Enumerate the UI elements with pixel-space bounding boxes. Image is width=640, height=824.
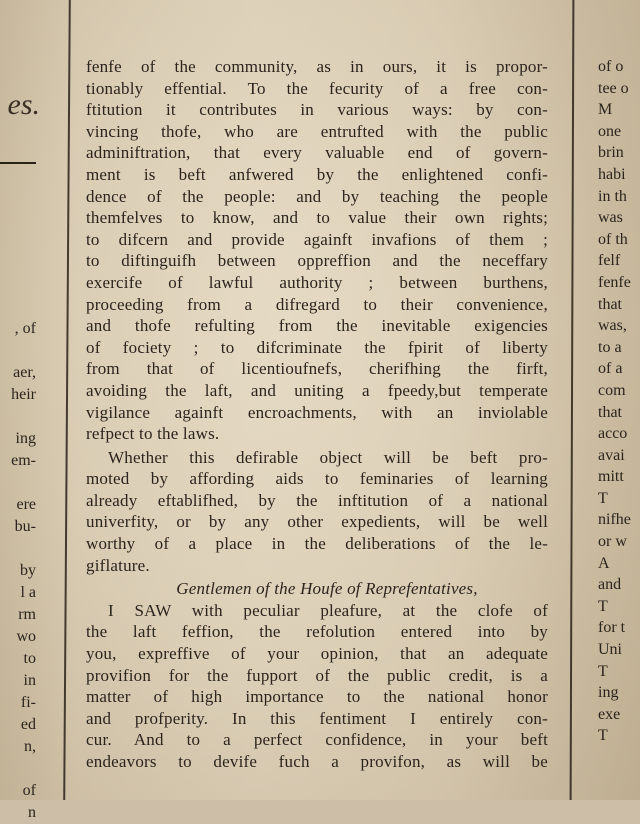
body-line: proceeding from a difregard to their convenience, (86, 294, 548, 314)
left-fragment-line (0, 208, 40, 230)
left-fragment-line: bu- (14, 518, 36, 535)
body-line: dence of the people: and by teaching the people (86, 186, 548, 206)
right-fragment-lines (598, 56, 640, 747)
body-line: vigilance againft encroachments, with an inviolable (86, 402, 548, 422)
right-fragment-line: or w (598, 533, 627, 551)
left-fragment-line: wo (16, 628, 36, 645)
body-line: from that of licentioufnefs, cherifhing the firft, (86, 359, 548, 379)
right-fragment-line: one (598, 122, 622, 140)
body-line: and thofe refulting from the inevitable exigencies (86, 316, 548, 336)
left-fragment-line (0, 274, 40, 296)
paragraph-university (86, 447, 548, 577)
body-line: refpect to the laws. (86, 424, 220, 444)
left-fragment-line: l a (20, 584, 36, 601)
right-fragment-line: brin (598, 144, 624, 162)
right-fragment-line: to a (598, 338, 622, 356)
body-line: avoiding the laft, and uniting a fpeedy,but temperate (86, 380, 548, 400)
body-line: and profperity. In this fentiment I entirely con- (86, 708, 548, 728)
right-fragment-line: avai (598, 446, 625, 464)
section-heading: Gentlemen of the Houfe of Reprefentatives, (176, 579, 478, 599)
left-fragment-line (0, 164, 40, 186)
right-fragment-line: com (598, 381, 626, 399)
right-fragment-line: Uni (598, 641, 622, 659)
right-fragment-line: mitt (598, 468, 624, 486)
body-line: the laft feffion, the refolution entered into by (86, 622, 548, 642)
body-line: to diftinguifh between oppreffion and the neceffary (86, 251, 548, 271)
left-fragment-line: n, (24, 738, 36, 755)
left-fragment-line (0, 340, 40, 362)
paragraph-education (86, 56, 548, 445)
right-fragment-line: fenfe (598, 273, 631, 291)
right-fragment-line: in th (598, 187, 627, 205)
right-fragment-line: exe (598, 705, 621, 723)
column-rule-left (63, 0, 71, 800)
right-fragment-line: T (598, 727, 608, 745)
body-line: cur. And to a perfect confidence, in your beft (86, 730, 548, 750)
left-fragment-line: by (20, 562, 36, 579)
right-fragment-line: and (598, 576, 622, 594)
left-fragment-line (0, 538, 40, 560)
right-fragment-line: habi (598, 165, 626, 183)
left-fragment-line (0, 758, 40, 780)
body-line: moted by affording aids to feminaries of learning (86, 469, 548, 489)
body-line: you, expreffive of your opinion, that an adequate (86, 644, 548, 664)
right-fragment-line: of th (598, 230, 628, 248)
left-fragment-title: es. (7, 88, 40, 121)
right-fragment-line: nifhe (598, 511, 631, 529)
body-line: Whether this defirable object will be beft pro- (108, 447, 548, 467)
left-fragment-line: heir (11, 386, 36, 403)
body-line: univerfity, or by any other expedients, will be well (86, 512, 548, 532)
right-fragment-line: that (598, 403, 622, 421)
right-fragment-line: T (598, 662, 608, 680)
left-fragment-line: fi- (20, 694, 36, 711)
body-line: I SAW with peculiar pleafure, at the clofe of (108, 600, 548, 620)
body-line: already eftablifhed, by the inftitution of a national (86, 490, 548, 510)
left-fragment-line: em- (11, 452, 36, 469)
right-column-fragment (598, 56, 640, 800)
right-fragment-line: M (598, 101, 613, 119)
body-line: of fociety ; to difcriminate the fpirit of liberty (86, 337, 548, 357)
left-fragment-line (0, 186, 40, 208)
right-fragment-line: that (598, 295, 622, 313)
left-fragment-line: , of (14, 320, 36, 337)
body-line: to difcern and provide againft invafions of them ; (86, 229, 548, 249)
left-fragment-line: ere (16, 496, 36, 513)
right-fragment-line: T (598, 597, 608, 615)
body-line: adminiftration, that every valuable end of govern- (86, 143, 548, 163)
left-fragment-line (0, 230, 40, 252)
left-fragment-line: ed (20, 716, 36, 733)
body-line: endeavors to devife fuch a provifon, as will be (86, 752, 548, 771)
left-fragment-line: ing (15, 430, 36, 447)
body-line: worthy of a place in the deliberations of the le- (86, 534, 548, 554)
left-fragment-line: rm (18, 606, 36, 623)
left-fragment-line: n (28, 804, 36, 821)
body-line: matter of high importance to the national honor (86, 687, 548, 707)
left-fragment-line: aer, (13, 364, 36, 381)
body-line: giflature. (86, 555, 150, 575)
right-fragment-line: felf (598, 252, 621, 270)
paragraph-public-credit (86, 600, 548, 773)
body-line: exercife of lawful authority ; between burthens, (86, 272, 548, 292)
body-line: provifion for the fupport of the public credit, is a (86, 665, 548, 685)
left-column-fragment (0, 40, 40, 821)
right-fragment-line: of o (598, 58, 624, 75)
right-fragment-line: tee o (598, 79, 629, 97)
right-fragment-line: was, (598, 317, 627, 335)
body-line: fenfe of the community, as in ours, it is propor- (86, 57, 548, 76)
body-line: themfelves to know, and to value their own rights; (86, 208, 548, 228)
right-fragment-line: acco (598, 425, 628, 443)
left-fragment-line: in (23, 672, 36, 689)
left-fragment-line (0, 252, 40, 274)
left-fragment-line (0, 472, 40, 494)
left-fragment-line (0, 296, 40, 318)
body-line: vincing thofe, who are entrufted with the public (86, 121, 548, 141)
left-fragment-line: of (22, 782, 36, 799)
right-fragment-line: for t (598, 619, 626, 637)
right-fragment-line: was (598, 209, 623, 227)
right-fragment-line: A (598, 554, 610, 572)
left-fragment-line: to (23, 650, 36, 667)
main-column (86, 56, 548, 800)
left-fragment-lines (0, 164, 40, 824)
left-fragment-line (0, 406, 40, 428)
right-fragment-line: ing (598, 684, 619, 702)
body-line: ment is beft anfwered by the enlightened confi- (86, 164, 548, 184)
column-rule-right (570, 0, 575, 800)
right-fragment-line: T (598, 489, 608, 507)
right-fragment-line: of a (598, 360, 623, 378)
body-line: ftitution it contributes in various ways: by con- (86, 100, 548, 120)
body-line: tionably effential. To the fecurity of a free con- (86, 78, 548, 98)
